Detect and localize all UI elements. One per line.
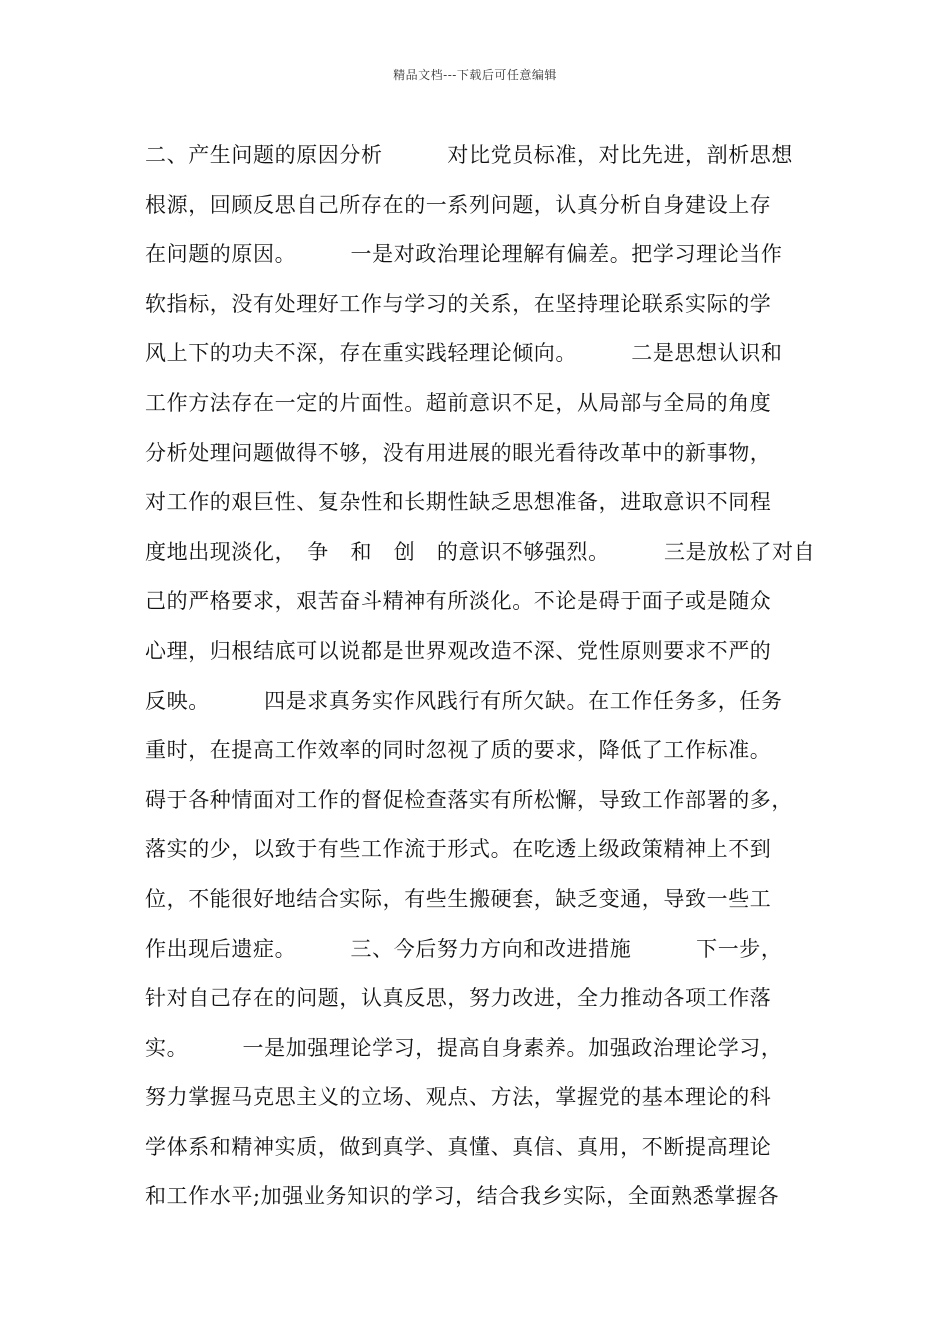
text-line: 在问题的原因。 一是对政治理论理解有偏差。把学习理论当作 (145, 242, 783, 267)
text-line: 重时，在提高工作效率的同时忽视了质的要求，降低了工作标准。 (145, 738, 772, 763)
text-line: 工作方法存在一定的片面性。超前意识不足，从局部与全局的角度 (145, 390, 772, 415)
text-line: 努力掌握马克思主义的立场、观点、方法，掌握党的基本理论的科 (145, 1085, 772, 1110)
text-line: 软指标，没有处理好工作与学习的关系，在坚持理论联系实际的学 (145, 291, 772, 316)
text-line: 己的严格要求，艰苦奋斗精神有所淡化。不论是碍于面子或是随众 (145, 589, 772, 614)
body-text (145, 131, 817, 1222)
text-line: 反映。 四是求真务实作风践行有所欠缺。在工作任务多，任务 (145, 688, 783, 713)
text-line: 二、产生问题的原因分析 对比党员标准，对比先进，剖析思想 (145, 143, 793, 167)
text-line: 作出现后遗症。 三、今后努力方向和改进措施 下一步， (145, 936, 783, 961)
text-line: 分析处理问题做得不够，没有用进展的眼光看待改革中的新事物， (145, 440, 772, 465)
text-line: 落实的少，以致于有些工作流于形式。在吃透上级政策精神上不到 (145, 837, 772, 862)
text-line: 位，不能很好地结合实际，有些生搬硬套，缺乏变通，导致一些工 (145, 886, 772, 911)
text-line: 和工作水平;加强业务知识的学习，结合我乡实际，全面熟悉掌握各 (145, 1184, 780, 1209)
text-line: 实。 一是加强理论学习，提高自身素养。加强政治理论学习， (145, 1035, 783, 1060)
text-line: 学体系和精神实质，做到真学、真懂、真信、真用，不断提高理论 (145, 1134, 772, 1159)
text-line: 风上下的功夫不深，存在重实践轻理论倾向。 二是思想认识和 (145, 341, 783, 366)
page-header: 精品文档---下载后可任意编辑 (393, 68, 557, 82)
text-line: 根源，回顾反思自己所存在的一系列问题，认真分析自身建设上存 (145, 192, 772, 217)
text-line: 度地出现淡化， 争 和 创 的意识不够强烈。 三是放松了对自 (145, 539, 816, 564)
text-line: 心理，归根结底可以说都是世界观改造不深、党性原则要求不严的 (145, 638, 772, 663)
text-line: 对工作的艰巨性、复杂性和长期性缺乏思想准备，进取意识不同程 (145, 490, 772, 515)
text-line: 针对自己存在的问题，认真反思，努力改进，全力推动各项工作落 (145, 986, 772, 1011)
text-line: 碍于各种情面对工作的督促检查落实有所松懈，导致工作部署的多， (145, 787, 793, 812)
